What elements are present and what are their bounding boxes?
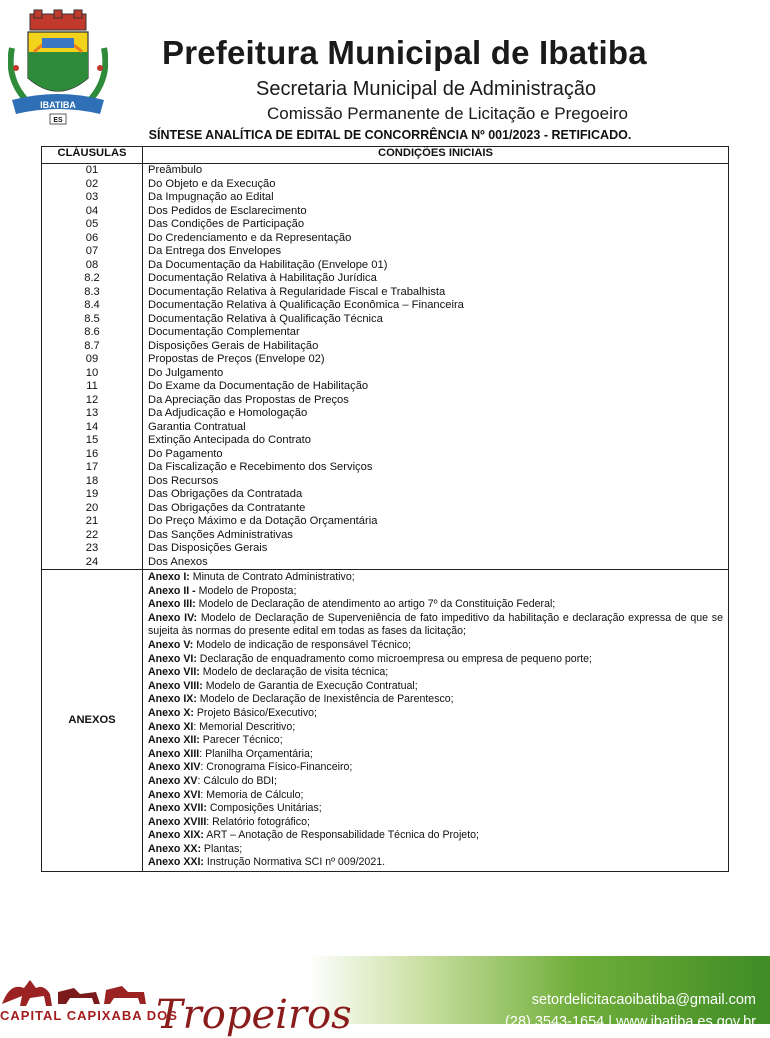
table-row	[42, 448, 729, 462]
table-row	[42, 178, 729, 192]
annex-item-text: : Memoria de Cálculo;	[200, 788, 304, 801]
annex-item	[148, 761, 723, 775]
clause-number: 8.2	[42, 272, 143, 286]
clause-number: 8.4	[42, 299, 143, 313]
annex-item-label: Anexo XIX:	[148, 829, 204, 842]
annex-item	[148, 816, 723, 830]
annex-item-label: Anexo XI	[148, 720, 194, 733]
annex-item	[148, 680, 723, 694]
clause-number: 10	[42, 367, 143, 381]
annex-label: ANEXOS	[42, 570, 143, 872]
clause-condition: Da Fiscalização e Recebimento dos Serviços	[143, 461, 729, 475]
clause-condition: Das Obrigações da Contratada	[143, 488, 729, 502]
annex-item	[148, 748, 723, 762]
clause-condition: Do Exame da Documentação de Habilitação	[143, 380, 729, 394]
annex-item	[148, 721, 723, 735]
annex-item-label: Anexo III:	[148, 598, 196, 611]
annex-item-text: Instrução Normativa SCI nº 009/2021.	[203, 856, 386, 869]
annex-item-text: Parecer Técnico;	[199, 734, 283, 747]
clause-number: 07	[42, 245, 143, 259]
annex-item-text: Modelo de indicação de responsável Técnico;	[193, 638, 412, 651]
clause-number: 20	[42, 502, 143, 516]
annex-item-text: Projeto Básico/Executivo;	[193, 706, 317, 719]
clause-condition: Documentação Relativa à Qualificação Econômica – Financeira	[143, 299, 729, 313]
footer-contact: (28) 3543-1654 | www.ibatiba.es.gov.br	[505, 1014, 756, 1030]
annex-item	[148, 653, 723, 667]
clause-condition: Preâmbulo	[143, 164, 729, 178]
annex-item-text: : Relatório fotográfico;	[206, 815, 310, 828]
annex-item-label: Anexo XV	[148, 774, 198, 787]
table-row	[42, 488, 729, 502]
table-row	[42, 515, 729, 529]
table-row	[42, 286, 729, 300]
clause-condition: Documentação Relativa à Regularidade Fiscal e Trabalhista	[143, 286, 729, 300]
table-row	[42, 407, 729, 421]
table-header-row	[42, 147, 729, 164]
annex-item-label: Anexo XVI	[148, 788, 201, 801]
annex-item-text: Modelo de Garantia de Execução Contratual;	[202, 679, 418, 692]
annex-body	[42, 570, 729, 872]
table-row	[42, 556, 729, 570]
table-row	[42, 245, 729, 259]
table-row	[42, 542, 729, 556]
clause-number: 11	[42, 380, 143, 394]
table-row	[42, 529, 729, 543]
annex-item	[148, 802, 723, 816]
annex-item-label: Anexo I:	[148, 571, 190, 583]
clause-condition: Das Disposições Gerais	[143, 542, 729, 556]
annex-item-label: Anexo X:	[148, 706, 194, 719]
clause-condition: Documentação Relativa à Qualificação Técnica	[143, 313, 729, 327]
clause-number: 12	[42, 394, 143, 408]
annex-item	[148, 666, 723, 680]
annex-item	[148, 843, 723, 857]
annex-item-text: : Cálculo do BDI;	[197, 774, 277, 787]
clause-number: 8.7	[42, 340, 143, 354]
annex-item-label: Anexo IV:	[148, 611, 198, 624]
document-title: SÍNTESE ANALÍTICA DE EDITAL DE CONCORRÊNCIA Nº 001/2023 - RETIFICADO.	[148, 128, 632, 142]
annex-item	[148, 693, 723, 707]
clause-condition: Do Credenciamento e da Representação	[143, 232, 729, 246]
annex-row	[42, 570, 729, 872]
annex-item-text: : Memorial Descritivo;	[193, 720, 296, 733]
clause-number: 02	[42, 178, 143, 192]
table-row	[42, 218, 729, 232]
annex-item-text: Modelo de Declaração de Inexistência de Parentesco;	[196, 693, 454, 706]
footer-email: setordelicitacaoibatiba@gmail.com	[531, 992, 756, 1008]
clause-number: 15	[42, 434, 143, 448]
clause-condition: Da Entrega dos Envelopes	[143, 245, 729, 259]
clauses-body	[42, 164, 729, 570]
annex-item-text: Plantas;	[200, 842, 243, 855]
annex-item-label: Anexo V:	[148, 638, 194, 651]
clause-condition: Do Objeto e da Execução	[143, 178, 729, 192]
clause-number: 03	[42, 191, 143, 205]
clause-condition: Garantia Contratual	[143, 421, 729, 435]
clause-condition: Dos Pedidos de Esclarecimento	[143, 205, 729, 219]
annex-item-label: Anexo VII:	[148, 666, 200, 679]
table-row	[42, 502, 729, 516]
table-row	[42, 326, 729, 340]
clause-number: 06	[42, 232, 143, 246]
annex-item-text: Modelo de Proposta;	[195, 584, 297, 597]
clause-number: 04	[42, 205, 143, 219]
annex-item	[148, 775, 723, 789]
clause-condition: Da Adjudicação e Homologação	[143, 407, 729, 421]
table-row	[42, 475, 729, 489]
annex-item-text: Modelo de Declaração de Superveniência de fato impeditivo da habilitação e declaração expressa de que se sujeita às normas do presente edital em todas as fases da licitação;	[148, 611, 723, 638]
table-row	[42, 205, 729, 219]
annex-item-label: Anexo XX:	[148, 842, 201, 855]
annex-item-text: : Planilha Orçamentária;	[199, 747, 313, 760]
clause-condition: Das Condições de Participação	[143, 218, 729, 232]
clause-condition: Da Apreciação das Propostas de Preços	[143, 394, 729, 408]
clause-number: 13	[42, 407, 143, 421]
clause-condition: Do Julgamento	[143, 367, 729, 381]
table-row	[42, 232, 729, 246]
annex-item	[148, 734, 723, 748]
table-row	[42, 313, 729, 327]
annex-item	[148, 598, 723, 612]
capital-text: CAPITAL CAPIXABA DOS	[0, 1008, 178, 1023]
page-footer	[0, 956, 770, 1038]
annex-item-text: ART – Anotação de Responsabilidade Técnica do Projeto;	[203, 829, 479, 842]
secretaria-subtitle: Secretaria Municipal de Administração	[256, 78, 597, 100]
annex-item	[148, 789, 723, 803]
municipal-crest-icon	[8, 8, 108, 126]
table-row	[42, 299, 729, 313]
clause-condition: Das Obrigações da Contratante	[143, 502, 729, 516]
clause-condition: Documentação Complementar	[143, 326, 729, 340]
annex-item-label: Anexo XIII	[148, 747, 200, 760]
annex-item-text: Composições Unitárias;	[206, 802, 322, 815]
comissao-subtitle: Comissão Permanente de Licitação e Pregoeiro	[267, 104, 628, 123]
clause-number: 21	[42, 515, 143, 529]
table-row	[42, 353, 729, 367]
table-row	[42, 367, 729, 381]
clause-condition: Da Impugnação ao Edital	[143, 191, 729, 205]
annex-list	[143, 570, 729, 872]
clause-condition: Disposições Gerais de Habilitação	[143, 340, 729, 354]
annex-item-label: Anexo VI:	[148, 652, 197, 665]
clause-number: 24	[42, 556, 143, 570]
tropeiros-logo-text: Tropeiros	[156, 992, 352, 1038]
clause-number: 8.6	[42, 326, 143, 340]
clause-number: 14	[42, 421, 143, 435]
clause-number: 05	[42, 218, 143, 232]
annex-item	[148, 639, 723, 653]
annex-item-text: Modelo de declaração de visita técnica;	[199, 666, 389, 679]
clause-condition: Do Preço Máximo e da Dotação Orçamentária	[143, 515, 729, 529]
table-row	[42, 421, 729, 435]
table-row	[42, 191, 729, 205]
clause-number: 8.3	[42, 286, 143, 300]
annex-item-label: Anexo XVIII	[148, 815, 207, 828]
annex-item-text: Declaração de enquadramento como microempresa ou empresa de pequeno porte;	[196, 652, 593, 665]
table-row	[42, 380, 729, 394]
annex-item-text: Modelo de Declaração de atendimento ao artigo 7º da Constituição Federal;	[195, 598, 556, 611]
annex-item	[148, 707, 723, 721]
clause-condition: Da Documentação da Habilitação (Envelope 01)	[143, 259, 729, 273]
annex-item-label: Anexo II -	[148, 584, 196, 597]
clause-number: 23	[42, 542, 143, 556]
annex-item-label: Anexo XXI:	[148, 856, 204, 869]
annex-item-label: Anexo IX:	[148, 693, 197, 706]
annex-item	[148, 829, 723, 843]
page-title: Prefeitura Municipal de Ibatiba	[162, 34, 647, 71]
clause-number: 01	[42, 164, 143, 178]
table-row	[42, 340, 729, 354]
clause-condition: Documentação Relativa à Habilitação Jurídica	[143, 272, 729, 286]
annex-item-label: Anexo XIV	[148, 761, 201, 774]
annex-item	[148, 612, 723, 639]
clause-number: 8.5	[42, 313, 143, 327]
clause-condition: Propostas de Preços (Envelope 02)	[143, 353, 729, 367]
clause-number: 09	[42, 353, 143, 367]
horse-riders-icon	[0, 974, 150, 1010]
clausulas-header: CLÁUSULAS	[42, 147, 143, 164]
clause-number: 16	[42, 448, 143, 462]
table-row	[42, 461, 729, 475]
annex-item	[148, 571, 723, 585]
svg-text:ES: ES	[53, 117, 63, 124]
clause-number: 18	[42, 475, 143, 489]
annex-item-label: Anexo VIII:	[148, 679, 203, 692]
table-row	[42, 434, 729, 448]
annex-item-text: : Cronograma Físico-Financeiro;	[200, 761, 353, 774]
clause-number: 08	[42, 259, 143, 273]
clause-condition: Do Pagamento	[143, 448, 729, 462]
clause-number: 22	[42, 529, 143, 543]
table-row	[42, 164, 729, 178]
page-header	[0, 0, 770, 128]
table-row	[42, 394, 729, 408]
condicoes-header: CONDIÇÕES INICIAIS	[143, 147, 729, 164]
table-row	[42, 259, 729, 273]
annex-item-text: Minuta de Contrato Administrativo;	[189, 571, 355, 583]
clause-condition: Dos Recursos	[143, 475, 729, 489]
clauses-table	[41, 146, 729, 872]
clause-condition: Extinção Antecipada do Contrato	[143, 434, 729, 448]
clause-number: 19	[42, 488, 143, 502]
clause-condition: Dos Anexos	[143, 556, 729, 570]
annex-item-label: Anexo XII:	[148, 734, 200, 747]
svg-text:IBATIBA: IBATIBA	[40, 100, 76, 110]
annex-item	[148, 856, 723, 870]
annex-item-label: Anexo XVII:	[148, 802, 207, 815]
clause-number: 17	[42, 461, 143, 475]
clause-condition: Das Sanções Administrativas	[143, 529, 729, 543]
annex-item	[148, 585, 723, 599]
table-row	[42, 272, 729, 286]
